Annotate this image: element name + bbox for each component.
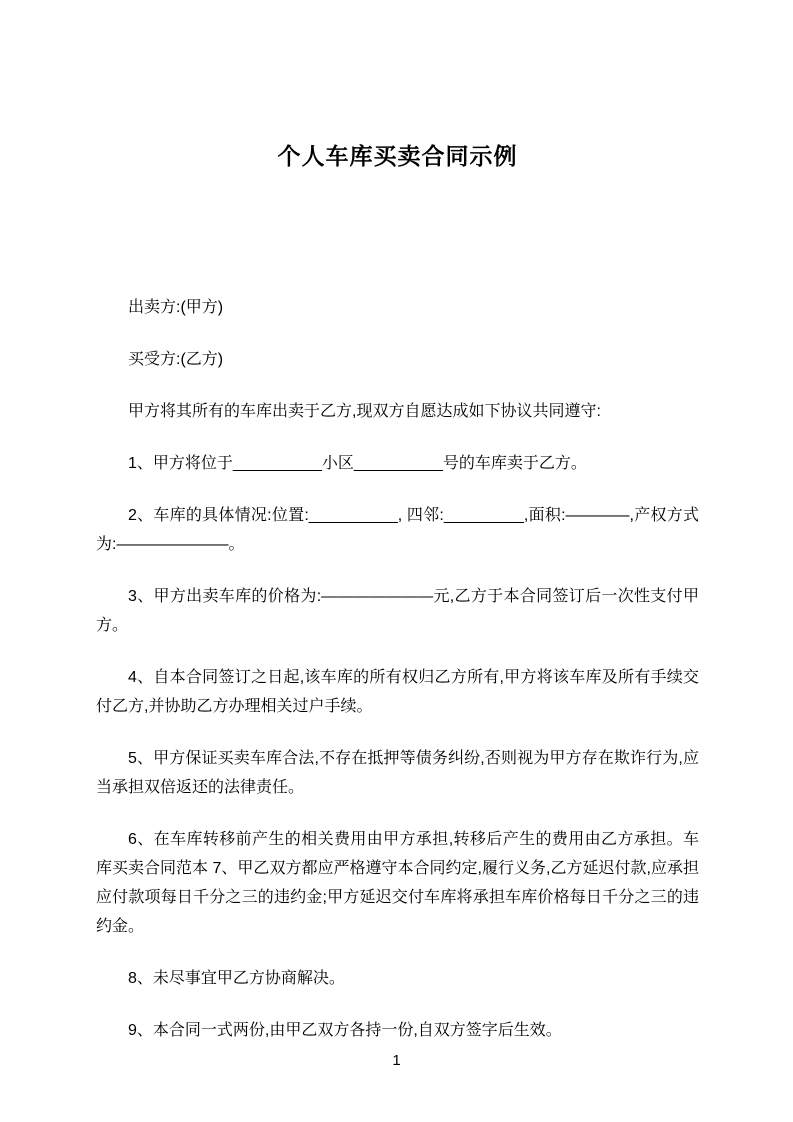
page-number: 1	[392, 1052, 401, 1069]
paragraph-clause-8: 8、未尽事宜甲乙方协商解决。	[128, 970, 345, 987]
paragraph-clause-9: 9、本合同一式两份,由甲乙双方各持一份,自双方签字后生效。	[128, 1022, 562, 1039]
paragraph-buyer: 买受方:(乙方)	[128, 351, 224, 368]
paragraph-clause-2: 2、车库的具体情况:位置:__________, 四邻:_________,面积:————,产权方式为:———————。	[96, 507, 699, 553]
paragraph-seller: 出卖方:(甲方)	[128, 299, 224, 316]
paragraph-clause-6-7: 6、在车库转移前产生的相关费用由甲方承担,转移后产生的费用由乙方承担。车库买卖合同范本 7、甲乙双方都应严格遵守本合同约定,履行义务,乙方延迟付款,应承担应付款项每日千分之三的违约金;甲方延迟交付车库将承担车库价格每日千分之三的违约金。	[96, 831, 699, 935]
document-title: 个人车库买卖合同示例	[277, 143, 518, 169]
paragraph-preamble: 甲方将其所有的车库出卖于乙方,现双方自愿达成如下协议共同遵守:	[128, 403, 601, 420]
paragraph-clause-1: 1、甲方将位于__________小区__________号的车库卖于乙方。	[128, 455, 587, 472]
paragraph-clause-5: 5、甲方保证买卖车库合法,不存在抵押等债务纠纷,否则视为甲方存在欺诈行为,应当承担双倍返还的法律责任。	[96, 750, 699, 796]
paragraph-clause-4: 4、自本合同签订之日起,该车库的所有权归乙方所有,甲方将该车库及所有手续交付乙方,并协助乙方办理相关过户手续。	[96, 669, 699, 715]
paragraph-clause-3: 3、甲方出卖车库的价格为:———————元,乙方于本合同签订后一次性支付甲方。	[96, 588, 699, 634]
